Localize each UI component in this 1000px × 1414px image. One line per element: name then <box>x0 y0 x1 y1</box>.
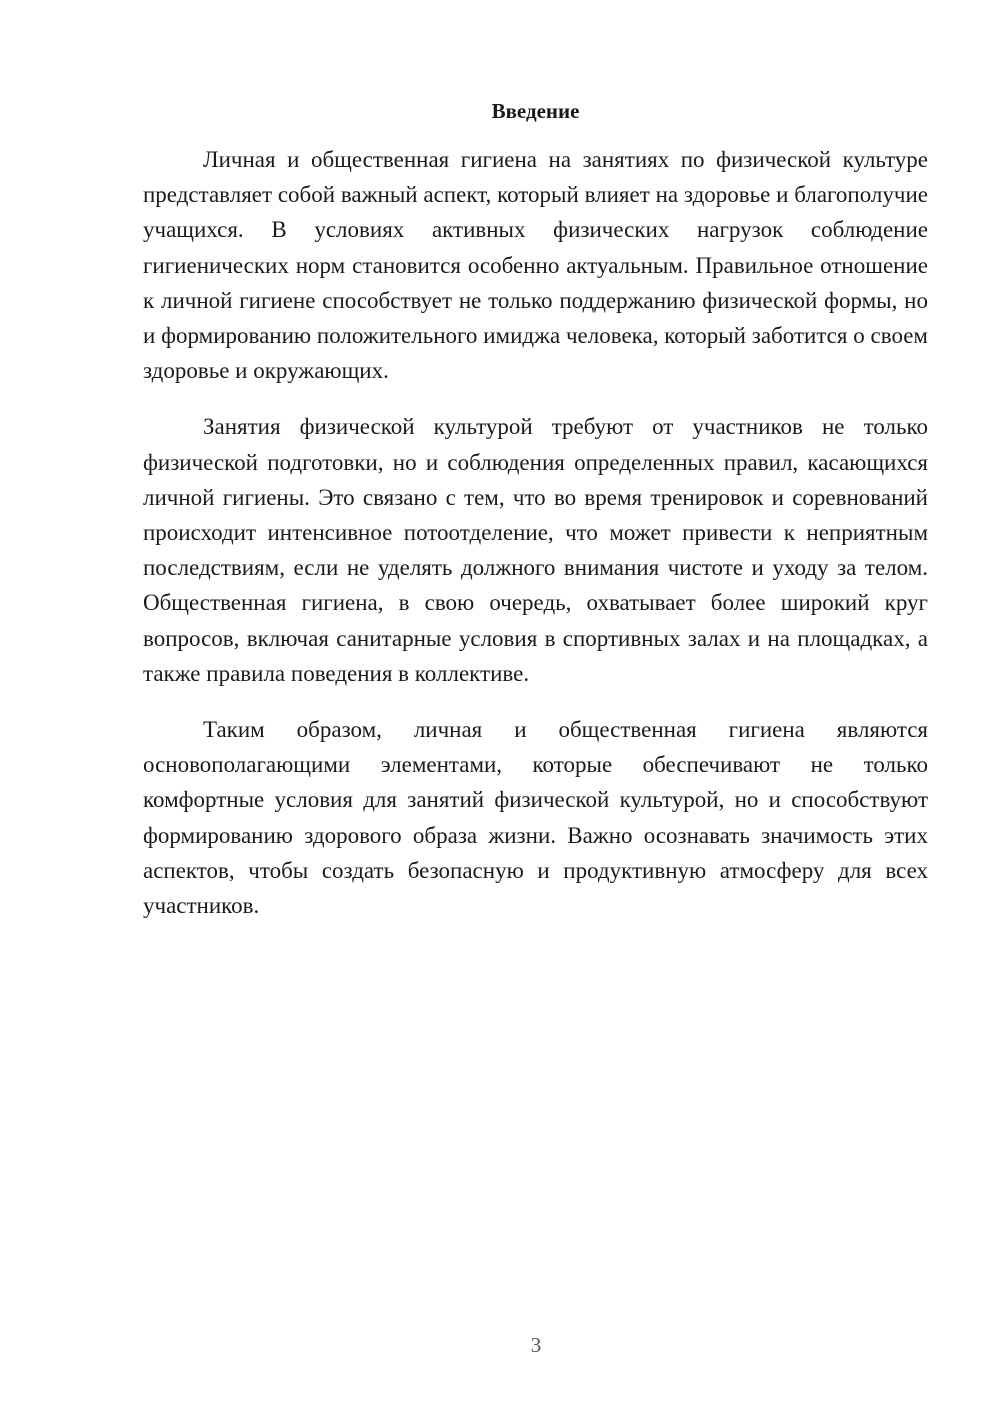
paragraph-2: Занятия физической культурой требуют от участников не только физической подготовки, но и соблюдения определенных правил, касающихся личной гигиены. Это связано с тем, что во время тренировок и соревнований происходит интенсивное потоотделение, что может привести к неприятным последствиям, если не уделять должного внимания чистоте и уходу за телом. Общественная гигиена, в свою очередь, охватывает более широкий круг вопросов, включая санитарные условия в спортивных залах и на площадках, а также правила поведения в коллективе. <box>143 414 928 686</box>
page-number: 3 <box>530 1333 542 1357</box>
page-title: Введение <box>491 99 580 123</box>
paragraph-3: Таким образом, личная и общественная гигиена являются основополагающими элементами, которые обеспечивают не только комфортные условия для занятий физической культурой, но и способствуют формированию здорового образа жизни. Важно осознавать значимость этих аспектов, чтобы создать безопасную и продуктивную атмосферу для всех участников. <box>143 717 928 919</box>
paragraph-1: Личная и общественная гигиена на занятиях по физической культуре представляет собой важный аспект, который влияет на здоровье и благополучие учащихся. В условиях активных физических нагрузок соблюдение гигиенических норм становится особенно актуальным. Правильное отношение к личной гигиене способствует не только поддержанию физической формы, но и формированию положительного имиджа человека, который заботится о своем здоровье и окружающих. <box>143 147 928 384</box>
document-body <box>143 142 928 944</box>
